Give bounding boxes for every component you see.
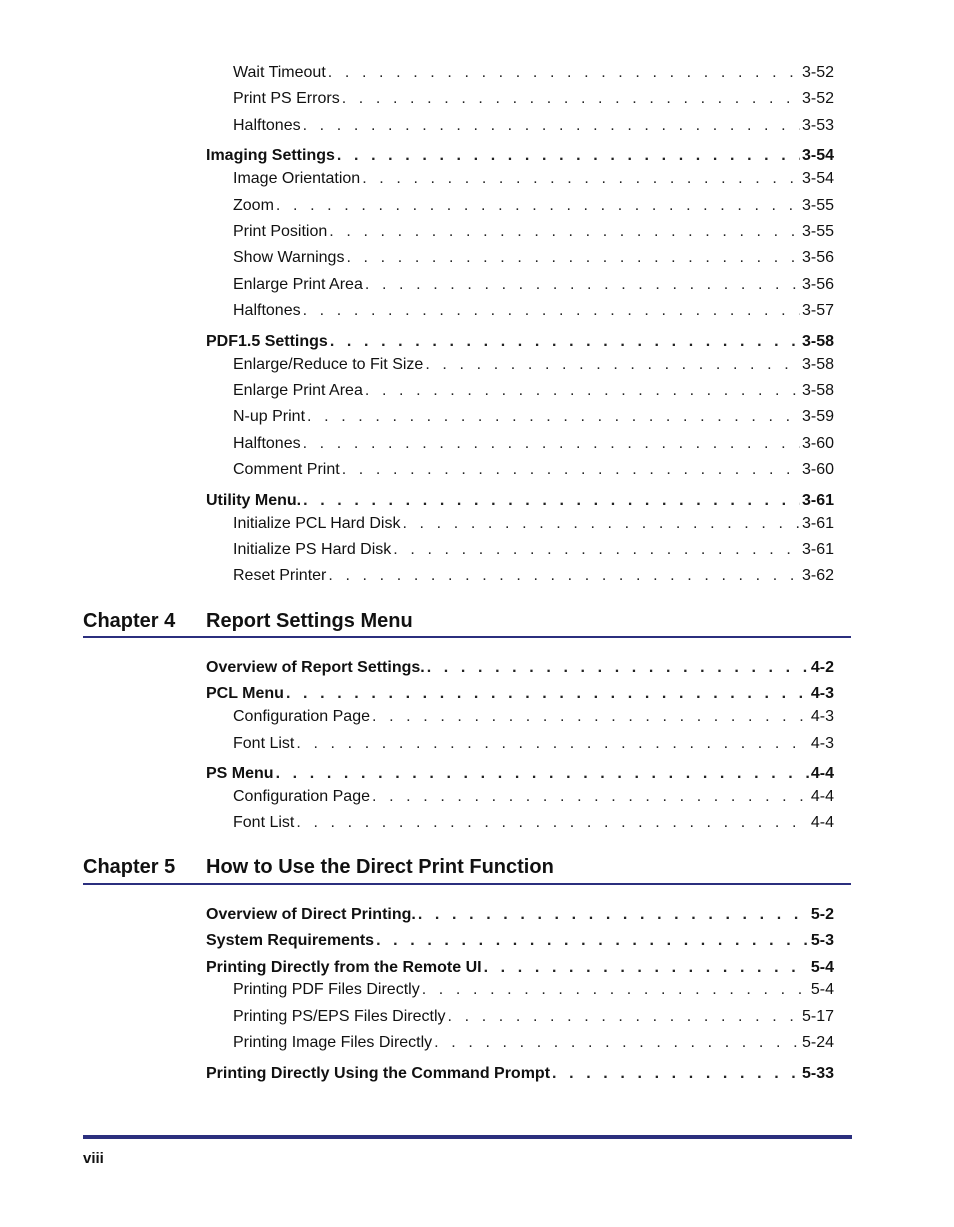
toc-entry[interactable] <box>233 434 834 454</box>
toc-entry-label: Enlarge Print Area <box>233 382 363 399</box>
toc-entry-page: 3-62 <box>801 567 834 584</box>
toc-entry-label: Printing Directly Using the Command Prompt <box>206 1065 551 1082</box>
toc-entry[interactable] <box>233 63 834 83</box>
toc-entry[interactable] <box>233 301 834 321</box>
toc-section-entry[interactable] <box>206 684 834 704</box>
dot-leader <box>330 332 800 352</box>
toc-section-entry[interactable] <box>206 931 834 951</box>
dot-leader <box>427 658 809 678</box>
toc-entry-label: Enlarge Print Area <box>233 276 363 293</box>
toc-entry[interactable] <box>233 89 834 109</box>
dot-leader <box>402 514 800 534</box>
toc-entry[interactable] <box>233 707 834 727</box>
toc-entry-page: 3-61 <box>801 541 834 558</box>
toc-entry-label: PCL Menu <box>206 685 284 702</box>
toc-entry-page: 3-57 <box>801 302 834 319</box>
toc-entry-label: Printing PDF Files Directly <box>233 981 420 998</box>
toc-entry[interactable] <box>233 787 834 807</box>
toc-entry-page: 4-3 <box>810 685 834 702</box>
dot-leader <box>484 958 809 978</box>
toc-entry-label: Imaging Settings <box>206 147 335 164</box>
toc-entry-label: Overview of Report Settings. <box>206 659 425 676</box>
toc-entry[interactable] <box>233 540 834 560</box>
dot-leader <box>342 460 800 480</box>
toc-entry-page: 3-53 <box>801 117 834 134</box>
toc-entry-page: 3-52 <box>801 90 834 107</box>
toc-entry-page: 3-52 <box>801 64 834 81</box>
toc-entry-page: 3-56 <box>801 249 834 266</box>
toc-entry-label: Zoom <box>233 197 274 214</box>
toc-entry[interactable] <box>233 813 834 833</box>
toc-entry[interactable] <box>233 980 834 1000</box>
dot-leader <box>393 540 800 560</box>
toc-entry-label: System Requirements <box>206 932 375 949</box>
dot-leader <box>296 734 809 754</box>
toc-entry[interactable] <box>233 460 834 480</box>
toc-entry-page: 4-3 <box>810 735 834 752</box>
toc-entry-page: 3-60 <box>801 461 834 478</box>
toc-entry-page: 3-56 <box>801 276 834 293</box>
chapter-number: Chapter 4 <box>83 610 176 632</box>
toc-entry-label: Enlarge/Reduce to Fit Size <box>233 356 424 373</box>
toc-entry-label: Initialize PCL Hard Disk <box>233 515 401 532</box>
footer-rule <box>83 1135 852 1139</box>
toc-entry-page: 4-2 <box>810 659 834 676</box>
dot-leader <box>296 813 809 833</box>
toc-entry-label: Printing PS/EPS Files Directly <box>233 1008 446 1025</box>
toc-entry-page: 3-61 <box>801 492 834 509</box>
dot-leader <box>448 1007 800 1027</box>
toc-entry-page: 3-59 <box>801 408 834 425</box>
toc-entry-page: 3-54 <box>801 147 834 164</box>
dot-leader <box>307 407 800 427</box>
toc-entry[interactable] <box>233 566 834 586</box>
toc-section-entry[interactable] <box>206 658 834 678</box>
toc-entry[interactable] <box>233 222 834 242</box>
chapter-rule <box>83 883 851 885</box>
toc-entry-page: 3-54 <box>801 170 834 187</box>
dot-leader <box>552 1064 800 1084</box>
toc-entry-page: 3-58 <box>801 356 834 373</box>
chapter-rule <box>83 636 851 638</box>
dot-leader <box>376 931 809 951</box>
toc-entry[interactable] <box>233 1033 834 1053</box>
dot-leader <box>303 491 800 511</box>
toc-entry-label: Print Position <box>233 223 328 240</box>
toc-entry-label: Halftones <box>233 117 301 134</box>
toc-entry-label: Printing Image Files Directly <box>233 1034 433 1051</box>
toc-section-entry[interactable] <box>206 491 834 511</box>
toc-entry-label: Configuration Page <box>233 788 370 805</box>
toc-entry-label: Halftones <box>233 435 301 452</box>
toc-entry-page: 3-58 <box>801 382 834 399</box>
toc-entry-label: Image Orientation <box>233 170 361 187</box>
dot-leader <box>328 566 800 586</box>
chapter-title: Report Settings Menu <box>206 610 413 632</box>
chapter-number: Chapter 5 <box>83 856 176 878</box>
toc-entry[interactable] <box>233 116 834 136</box>
toc-entry[interactable] <box>233 169 834 189</box>
toc-section-entry[interactable] <box>206 905 834 925</box>
toc-entry-label: Configuration Page <box>233 708 370 725</box>
dot-leader <box>276 764 809 784</box>
toc-entry[interactable] <box>233 514 834 534</box>
toc-entry[interactable] <box>233 248 834 268</box>
toc-entry-label: N-up Print <box>233 408 306 425</box>
toc-entry[interactable] <box>233 381 834 401</box>
toc-entry-label: PDF1.5 Settings <box>206 333 328 350</box>
toc-entry-label: Wait Timeout <box>233 64 326 81</box>
toc-entry-label: Show Warnings <box>233 249 345 266</box>
toc-section-entry[interactable] <box>206 146 834 166</box>
toc-entry-page: 3-61 <box>801 515 834 532</box>
toc-entry-page: 5-33 <box>801 1065 834 1082</box>
dot-leader <box>346 248 800 268</box>
dot-leader <box>362 169 800 189</box>
dot-leader <box>329 222 800 242</box>
toc-entry-page: 3-58 <box>801 333 834 350</box>
dot-leader <box>303 434 800 454</box>
dot-leader <box>342 89 800 109</box>
toc-entry-page: 5-4 <box>810 959 834 976</box>
toc-entry-page: 5-2 <box>810 906 834 923</box>
toc-entry-page: 3-55 <box>801 223 834 240</box>
toc-entry[interactable] <box>233 407 834 427</box>
toc-entry-label: Font List <box>233 814 295 831</box>
toc-entry-page: 5-4 <box>810 981 834 998</box>
toc-section-entry[interactable] <box>206 958 834 978</box>
toc-entry-label: Font List <box>233 735 295 752</box>
chapter-heading <box>83 610 851 636</box>
dot-leader <box>418 905 809 925</box>
dot-leader <box>328 63 800 83</box>
toc-entry-label: Halftones <box>233 302 301 319</box>
toc-entry-page: 5-17 <box>801 1008 834 1025</box>
dot-leader <box>434 1033 800 1053</box>
toc-entry-label: Overview of Direct Printing. <box>206 906 416 923</box>
toc-entry-page: 3-55 <box>801 197 834 214</box>
dot-leader <box>372 707 809 727</box>
dot-leader <box>286 684 809 704</box>
chapter-title: How to Use the Direct Print Function <box>206 856 554 878</box>
toc-entry-page: 4-4 <box>810 788 834 805</box>
toc-entry-label: Printing Directly from the Remote UI <box>206 959 482 976</box>
toc-entry-label: Comment Print <box>233 461 340 478</box>
toc-entry-page: 4-4 <box>810 765 834 782</box>
toc-section-entry[interactable] <box>206 764 834 784</box>
toc-entry[interactable] <box>233 734 834 754</box>
dot-leader <box>425 355 800 375</box>
toc-section-entry[interactable] <box>206 332 834 352</box>
dot-leader <box>337 146 800 166</box>
dot-leader <box>422 980 809 1000</box>
toc-entry-label: Reset Printer <box>233 567 327 584</box>
page-number: viii <box>83 1150 104 1167</box>
toc-section-entry[interactable] <box>206 1064 834 1084</box>
toc-entry-page: 4-4 <box>810 814 834 831</box>
toc-entry-label: Initialize PS Hard Disk <box>233 541 392 558</box>
toc-entry-page: 4-3 <box>810 708 834 725</box>
toc-entry-label: PS Menu <box>206 765 274 782</box>
toc-entry[interactable] <box>233 196 834 216</box>
toc-entry-page: 3-60 <box>801 435 834 452</box>
dot-leader <box>365 381 800 401</box>
toc-entry[interactable] <box>233 355 834 375</box>
dot-leader <box>276 196 800 216</box>
toc-entry-page: 5-3 <box>810 932 834 949</box>
toc-entry-page: 5-24 <box>801 1034 834 1051</box>
toc-entry-label: Print PS Errors <box>233 90 340 107</box>
dot-leader <box>303 301 800 321</box>
chapter-heading <box>83 856 851 882</box>
dot-leader <box>365 275 800 295</box>
toc-entry[interactable] <box>233 1007 834 1027</box>
toc-entry[interactable] <box>233 275 834 295</box>
dot-leader <box>303 116 800 136</box>
toc-entry-label: Utility Menu. <box>206 492 302 509</box>
dot-leader <box>372 787 809 807</box>
